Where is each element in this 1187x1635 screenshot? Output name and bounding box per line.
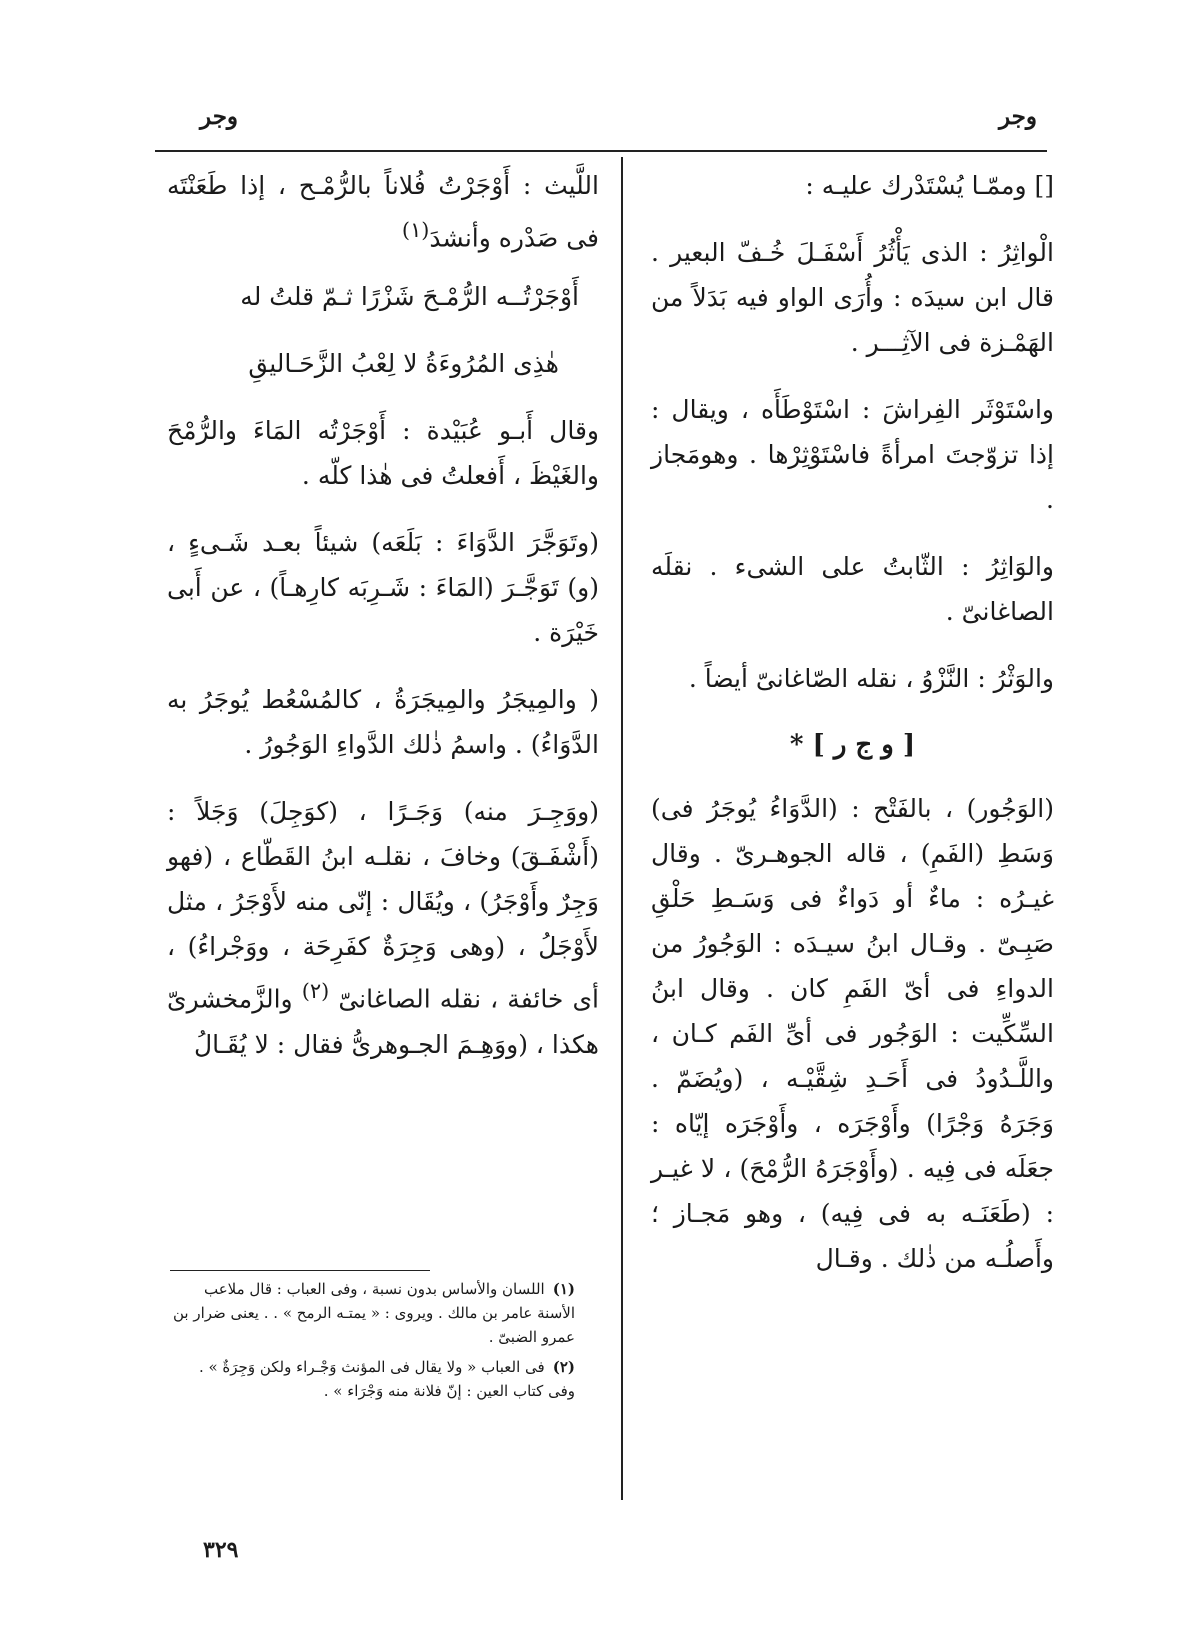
paragraph-wajir-text-a: (ووَجِـرَ منه) وَجَـرًا ، (كوَجِلَ) وَجَلاً : (أَشْفَـقَ) وخافَ ، نقلـه ابنُ القَطّاع ، (فهو وَجِرٌ وأَوْجَرُ) ، ويُقَال : إنّى منه لأَوْجَرُ ، مثل لأَوْجَلُ ، (وهى وَجِرَةٌ كفَرِحَة ، ووَجْراءُ) ، أى خائفة ، نقله الصاغانىّ: [167, 797, 599, 1014]
verse-line-2: هٰذِى المُرُوءَةُ لا لِعْبُ الزَّحَـاليقِ: [248, 349, 559, 379]
footnote-2-number: (٢): [552, 1358, 575, 1376]
paragraph-wajur: (الوَجُور) ، بالفَتْح : (الدَّوَاءُ يُوجَرُ فى) وَسَطِ (الفَمِ) ، قاله الجوهـرىّ . وقال غيـرُه : ماءٌ أو دَواءٌ فى وَسَـطِ حَلْقِ صَبِـىّ . وقـال ابنُ سيـدَه : الوَجُورُ من الدواءِ فى أىّ الفَمِ كان . وقال ابنُ السِّكِّيت : الوَجُور فى أىِّ الفَم كـان ، واللَّـدُودُ فى أَحَـدِ شِقَّيْـه ، (ويُضَمّ . وَجَرَهُ وَجْرًا) وأَوْجَرَه ، وأَوْجَرَه إيّاه : جعَلَه فى فِيه . (وأَوْجَرَهُ الرُّمْحَ) ، لا غيـر : (طَعَنَـه به فى فِيه) ، وهو مَجـاز ؛ وأَصلُـه من ذٰلك . وقـال: [651, 794, 1054, 1273]
footnote-1-number: (١): [552, 1280, 575, 1298]
paragraph-wathir: الْواثِرُ : الذى يَأْثُرُ أَسْفَـلَ خُـفّ البعير . قال ابن سيدَه : وأُرَى الواو فيه بَدَلاً من الهَمْـزة فى الآثِـــر .: [651, 238, 1054, 357]
paragraph-istawthar: واسْتَوْثَر الفِراشَ : اسْتَوْطَأَه ، ويقال : إذا تزوّجتَ امرأةً فاسْتَوْثِرْها . وهومَجاز .: [651, 395, 1054, 514]
paragraph-tawajjar: (وتَوَجَّرَ الدَّوَاءَ : بَلَعَه) شيئاً بعـد شَـىءٍ ، (و) تَوَجَّـرَ (المَاءَ : شَـرِبَه كارِهـاً) ، عن أَبى خَيْرَة .: [167, 528, 599, 648]
paragraph-wajir-text-b: والزَّمخشرىّ هكذا ، (ووَهِـمَ الجـوهرىُّ فقال : لا يُقَـالُ: [167, 984, 599, 1059]
footnotes: [170, 1277, 575, 1409]
paragraph-wajir: [167, 789, 599, 1066]
footnote-2: [170, 1355, 575, 1403]
paragraph-allayth-text: اللَّيث : أَوْجَرْتُ فُلاناً بالرُّمْـح ، إذا طَعَنْتَه فى صَدْره وأنشدَ: [167, 171, 599, 253]
header-rule: [155, 150, 1047, 152]
paragraph-addenda-intro: [] وممّـا يُسْتَدْرك عليـه :: [805, 171, 1054, 200]
verse-line-1: أَوْجَرْتُــه الرُّمْـحَ شَزْرًا ثـمّ قلتُ له: [240, 282, 579, 312]
entry-heading: [ و ج ر ] *: [789, 730, 916, 760]
column-divider: [621, 157, 623, 1500]
paragraph-mijar: ( والمِيجَرُ والمِيجَرَةُ ، كالمُسْعُط يُوجَرُ به الدَّوَاءُ) . واسمُ ذٰلك الدَّواءِ الوَجُورُ .: [167, 685, 599, 760]
footnote-rule: [170, 1270, 430, 1271]
running-head-left: وجر: [200, 103, 239, 130]
page-number: ٣٢٩: [203, 1537, 239, 1563]
footnote-1-text: اللسان والأساس بدون نسبة ، وفى العباب : قال ملاعب الأسنة عامر بن مالك . ويروى : « يمتـه الرمح » . . يعنى ضرار بن عمرو الضبىّ .: [172, 1280, 575, 1346]
paragraph-allayth: [167, 163, 599, 260]
paragraph-wathr: والوَثْرُ : النَّزْوُ ، نقله الصّاغانىّ أيضاً .: [688, 664, 1054, 693]
footnote-mark-2: (٢): [301, 979, 330, 1004]
paragraph-wathir-firm: والوَاثِرُ : الثّابتُ على الشىء . نقلَه الصاغانىّ .: [651, 552, 1054, 626]
left-column: [167, 163, 599, 1089]
paragraph-abu-ubayda: وقال أَبـو عُبَيْدة : أَوْجَرْتُه المَاءَ والرُّمْحَ والغَيْظَ ، أَفعلتُ فى هٰذا كلّه .: [167, 416, 599, 491]
running-head-right: وجر: [998, 103, 1037, 130]
right-column: [651, 163, 1054, 1303]
footnote-2-text: فى العباب « ولا يقال فى المؤنث وَجْـراء ولكن وَجِرَةٌ » . وفى كتاب العين : إنّ فلانة منه وَجْرَاء » .: [198, 1358, 575, 1400]
footnote-mark-1: (١): [401, 218, 430, 242]
footnote-1: [170, 1277, 575, 1349]
